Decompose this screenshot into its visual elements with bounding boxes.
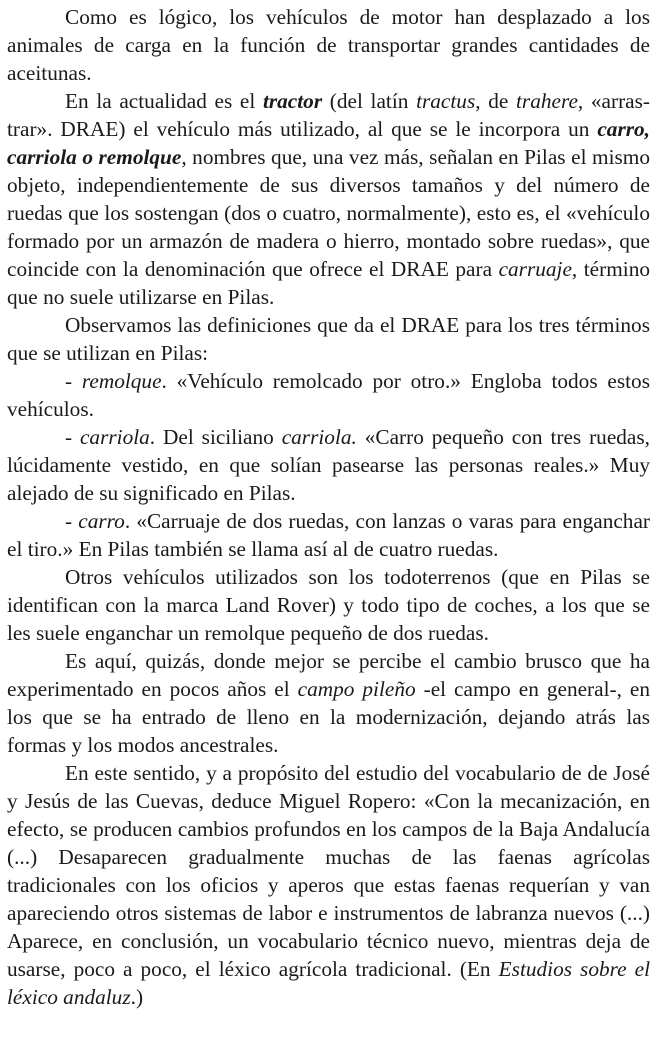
paragraph xyxy=(7,3,650,87)
text-run: En este sentido, y a propósito del estudio del vocabulario de de José y Jesús de las Cuevas, deduce Miguel Ropero: «Con la mecanización, en efecto, se producen cambios profundos en los campos de la Baja Andalucía (...) Desaparecen gradualmente muchas de las faenas agrícolas tradicionales con los oficios y aperos que estas faenas requerían y van apareciendo otros sistemas de labor e instrumentos de labranza nuevos (...) Aparece, en conclusión, un vocabulario técnico nuevo, mientras deja de usarse, poco a poco, el léxico agrícola tradicional. (En xyxy=(7,761,650,981)
text-run: Como es lógico, los vehículos de motor han desplazado a los animales de carga en la función de transportar grandes cantidades de aceitunas. xyxy=(7,5,650,85)
italic-term: campo pileño xyxy=(297,677,416,701)
text-run: . «Carruaje de dos ruedas, con lanzas o varas para enganchar el tiro.» En Pilas también se llama así al de cuatro ruedas. xyxy=(7,509,650,561)
text-run: -el campo en general-, en los que se ha entrado de lleno en la modernización, dejando atrás las formas y los modos ancestrales. xyxy=(7,677,651,757)
paragraph xyxy=(7,507,650,563)
italic-term: carruaje xyxy=(498,257,572,281)
text-run: , de xyxy=(475,89,516,113)
bold-italic-term: carro, carriola o remolque xyxy=(7,117,650,169)
text-run: - xyxy=(65,425,80,449)
text-run: Observamos las definiciones que da el DRAE para los tres términos que se utilizan en Pilas: xyxy=(7,313,650,365)
text-run: , «arrastrar». DRAE) el vehículo más utilizado, al que se le incorpora un xyxy=(7,89,651,141)
document-page xyxy=(0,3,657,1049)
italic-term: tractus xyxy=(416,89,476,113)
paragraph xyxy=(7,759,650,1011)
text-run: «Carro pequeño con tres ruedas, lúcidamente vestido, en que solían pasearse las personas reales.» Muy alejado de su significado en Pilas. xyxy=(7,425,650,505)
paragraph xyxy=(7,87,650,311)
paragraph xyxy=(7,563,650,647)
text-run: , nombres que, una vez más, señalan en Pilas el mismo objeto, independientemente de sus diversos tamaños y del número de ruedas que los sostengan (dos o cuatro, normalmente), esto es, el «vehículo formado por un armazón de madera o hierro, montado sobre ruedas», que coincide con la denominación que ofrece el DRAE para xyxy=(7,145,650,281)
italic-term: carro xyxy=(78,509,125,533)
italic-term: carriola. xyxy=(281,425,357,449)
text-run: Otros vehículos utilizados son los todoterrenos (que en Pilas se identifican con la marca Land Rover) y todo tipo de coches, a los que se les suele enganchar un remolque pequeño de dos ruedas. xyxy=(7,565,650,645)
italic-term: trahere xyxy=(516,89,578,113)
text-run: , término que no suele utilizarse en Pilas. xyxy=(7,257,650,309)
text-run: Es aquí, quizás, donde mejor se percibe el cambio brusco que ha experimentado en pocos años el xyxy=(7,649,650,701)
text-run: . Del siciliano xyxy=(149,425,282,449)
italic-term: carriola xyxy=(79,425,150,449)
paragraph xyxy=(7,367,650,423)
paragraph xyxy=(7,311,650,367)
italic-term: Estudios sobre el léxico andaluz xyxy=(7,957,650,1009)
italic-term: remolque xyxy=(81,369,162,393)
paragraph xyxy=(7,647,650,759)
text-run: . «Vehículo remolcado por otro.» Engloba todos estos vehículos. xyxy=(7,369,650,421)
text-run: En la actualidad es el xyxy=(65,89,263,113)
bold-italic-term: tractor xyxy=(262,89,323,113)
paragraph xyxy=(7,423,650,507)
text-run: (del latín xyxy=(322,89,417,113)
text-run: - xyxy=(65,369,82,393)
text-run: .) xyxy=(130,985,144,1009)
text-run: - xyxy=(65,509,79,533)
